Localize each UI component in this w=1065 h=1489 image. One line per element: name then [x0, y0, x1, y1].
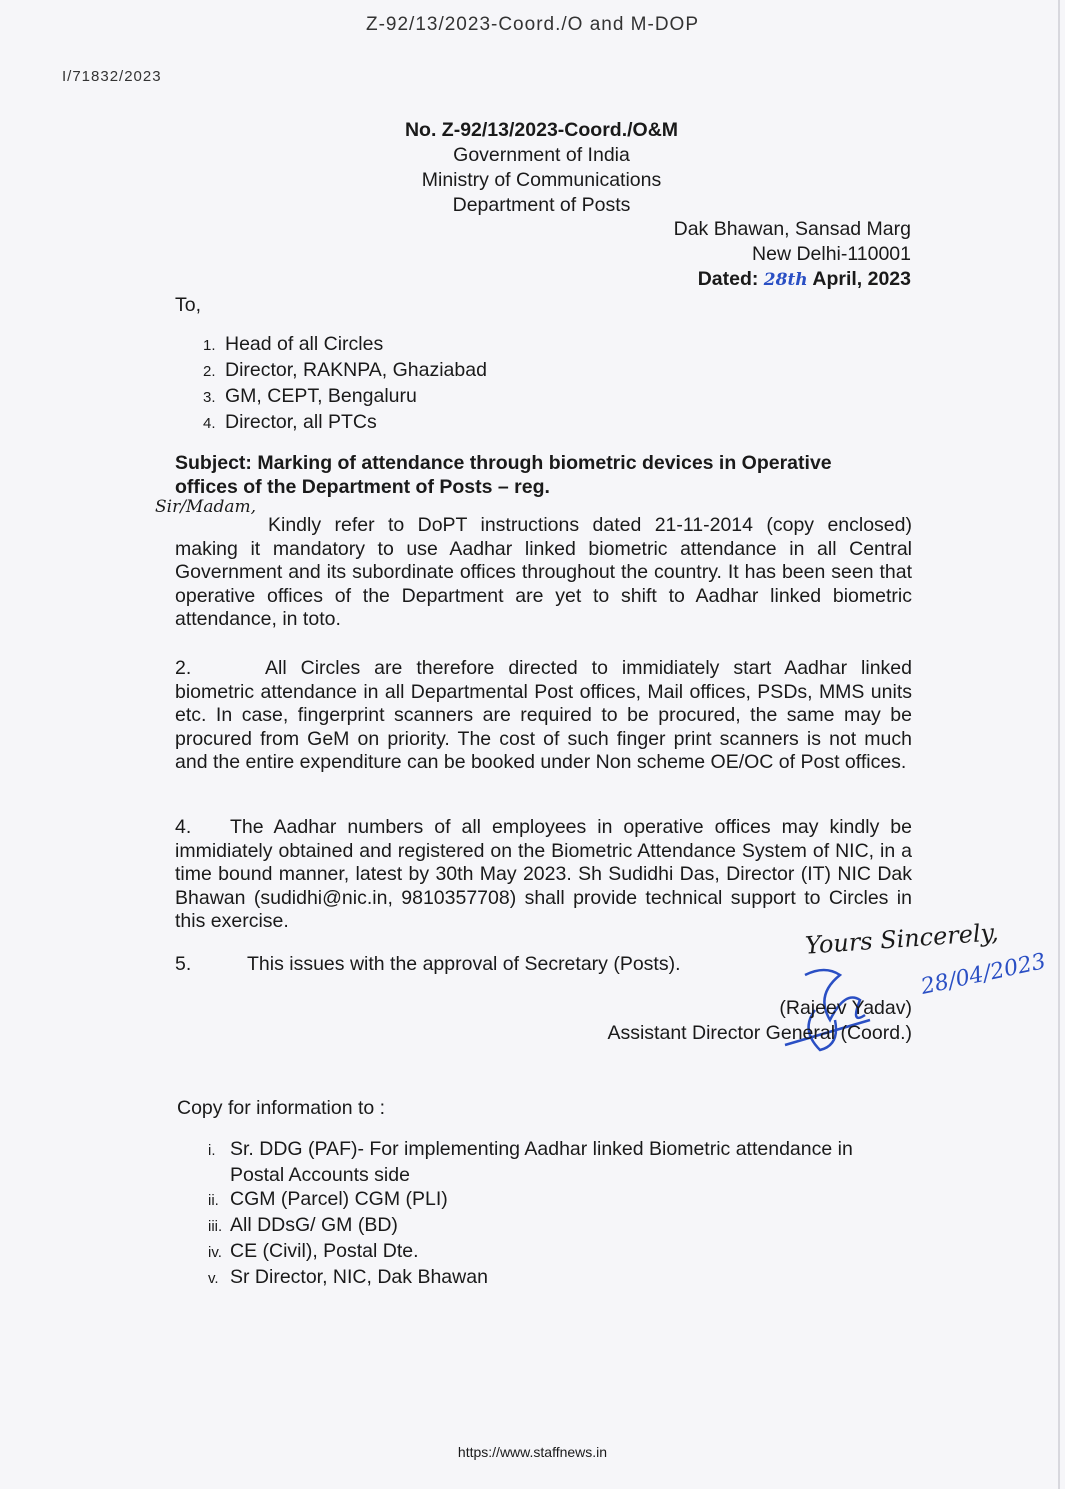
org-line: Government of India — [453, 144, 630, 166]
date-line — [674, 267, 911, 293]
subject-line: Subject: Marking of attendance through biometric devices in Operative — [175, 452, 832, 474]
address-line: Dak Bhawan, Sansad Marg — [673, 218, 911, 240]
list-item: ii. CGM (Parcel) CGM (PLI) — [208, 1188, 448, 1210]
letter-heading — [0, 118, 1065, 218]
list-item: v. Sr Director, NIC, Dak Bhawan — [208, 1266, 488, 1288]
to-label: To, — [175, 294, 202, 316]
list-item: iii. All DDsG/ GM (BD) — [208, 1214, 398, 1236]
list-item: 3. GM, CEPT, Bengaluru — [203, 385, 417, 407]
salutation: Sir/Madam, — [155, 497, 257, 517]
page-edge — [1058, 0, 1060, 1489]
paragraph-1: Kindly refer to DoPT instructions dated 21-11-2014 (copy enclosed) making it mandatory to use Aadhar linked biometric attendance in all Central Government and its subordinate offices throughout the country. It has been seen that operative offices of the Department are yet to shift to Aadhar linked biometric attendance, in toto. — [175, 514, 912, 631]
list-item: iv. CE (Civil), Postal Dte. — [208, 1240, 419, 1262]
paragraph-5: 5. This issues with the approval of Secretary (Posts). — [175, 953, 681, 975]
signatory — [607, 996, 912, 1046]
address-block — [674, 217, 911, 293]
paragraph-4: 4. The Aadhar numbers of all employees in operative offices may kindly be immidiately obtained and registered on the Biometric Attendance System of NIC, in a time bound manner, latest by 30th May 2023. Sh Sudidhi Das, Director (IT) NIC Dak Bhawan (sudidhi@nic.in, 9810357708) shall provide technical support to Circles in this exercise. — [175, 816, 912, 933]
subject — [175, 451, 832, 499]
dated-value: April, 2023 — [812, 268, 911, 290]
addressee-list — [203, 332, 487, 436]
top-reference: Z-92/13/2023-Coord./O and M-DOP — [365, 14, 700, 35]
list-item: 4. Director, all PTCs — [203, 411, 377, 433]
signatory-name: (Rajeev Yadav) — [779, 997, 912, 1019]
handwritten-day: 28th — [763, 270, 808, 290]
footer-url[interactable]: https://www.staffnews.in — [457, 1444, 608, 1460]
list-item: i. Sr. DDG (PAF)- For implementing Aadhar linked Biometric attendance in Postal Accounts side — [208, 1138, 853, 1186]
org-line: Department of Posts — [452, 194, 631, 216]
signature-date: 28/04/2023 — [918, 949, 1049, 1000]
address-line: New Delhi-110001 — [752, 243, 911, 265]
letter-number: No. Z-92/13/2023-Coord./O&M — [404, 119, 679, 141]
list-item: 1. Head of all Circles — [203, 333, 384, 355]
copy-label: Copy for information to : — [177, 1097, 386, 1119]
copy-list — [208, 1137, 853, 1291]
file-number: I/71832/2023 — [62, 68, 162, 85]
dated-label: Dated: — [697, 268, 759, 290]
signatory-designation: Assistant Director General (Coord.) — [607, 1022, 912, 1044]
list-item: 2. Director, RAKNPA, Ghaziabad — [203, 359, 487, 381]
subject-line: offices of the Department of Posts – reg. — [175, 476, 550, 498]
paragraph-2: 2. All Circles are therefore directed to immidiately start Aadhar linked biometric attendance in all Departmental Post offices, Mail offices, PSDs, MMS units etc. In case, fingerprint scanners are required to be procured, the same may be procured from GeM on priority. The cost of such finger print scanners is not much and the entire expenditure can be booked under Non scheme OE/OC of Post offices. — [175, 657, 912, 774]
org-line: Ministry of Communications — [421, 169, 662, 191]
closing: Yours Sincerely, — [804, 918, 1000, 960]
